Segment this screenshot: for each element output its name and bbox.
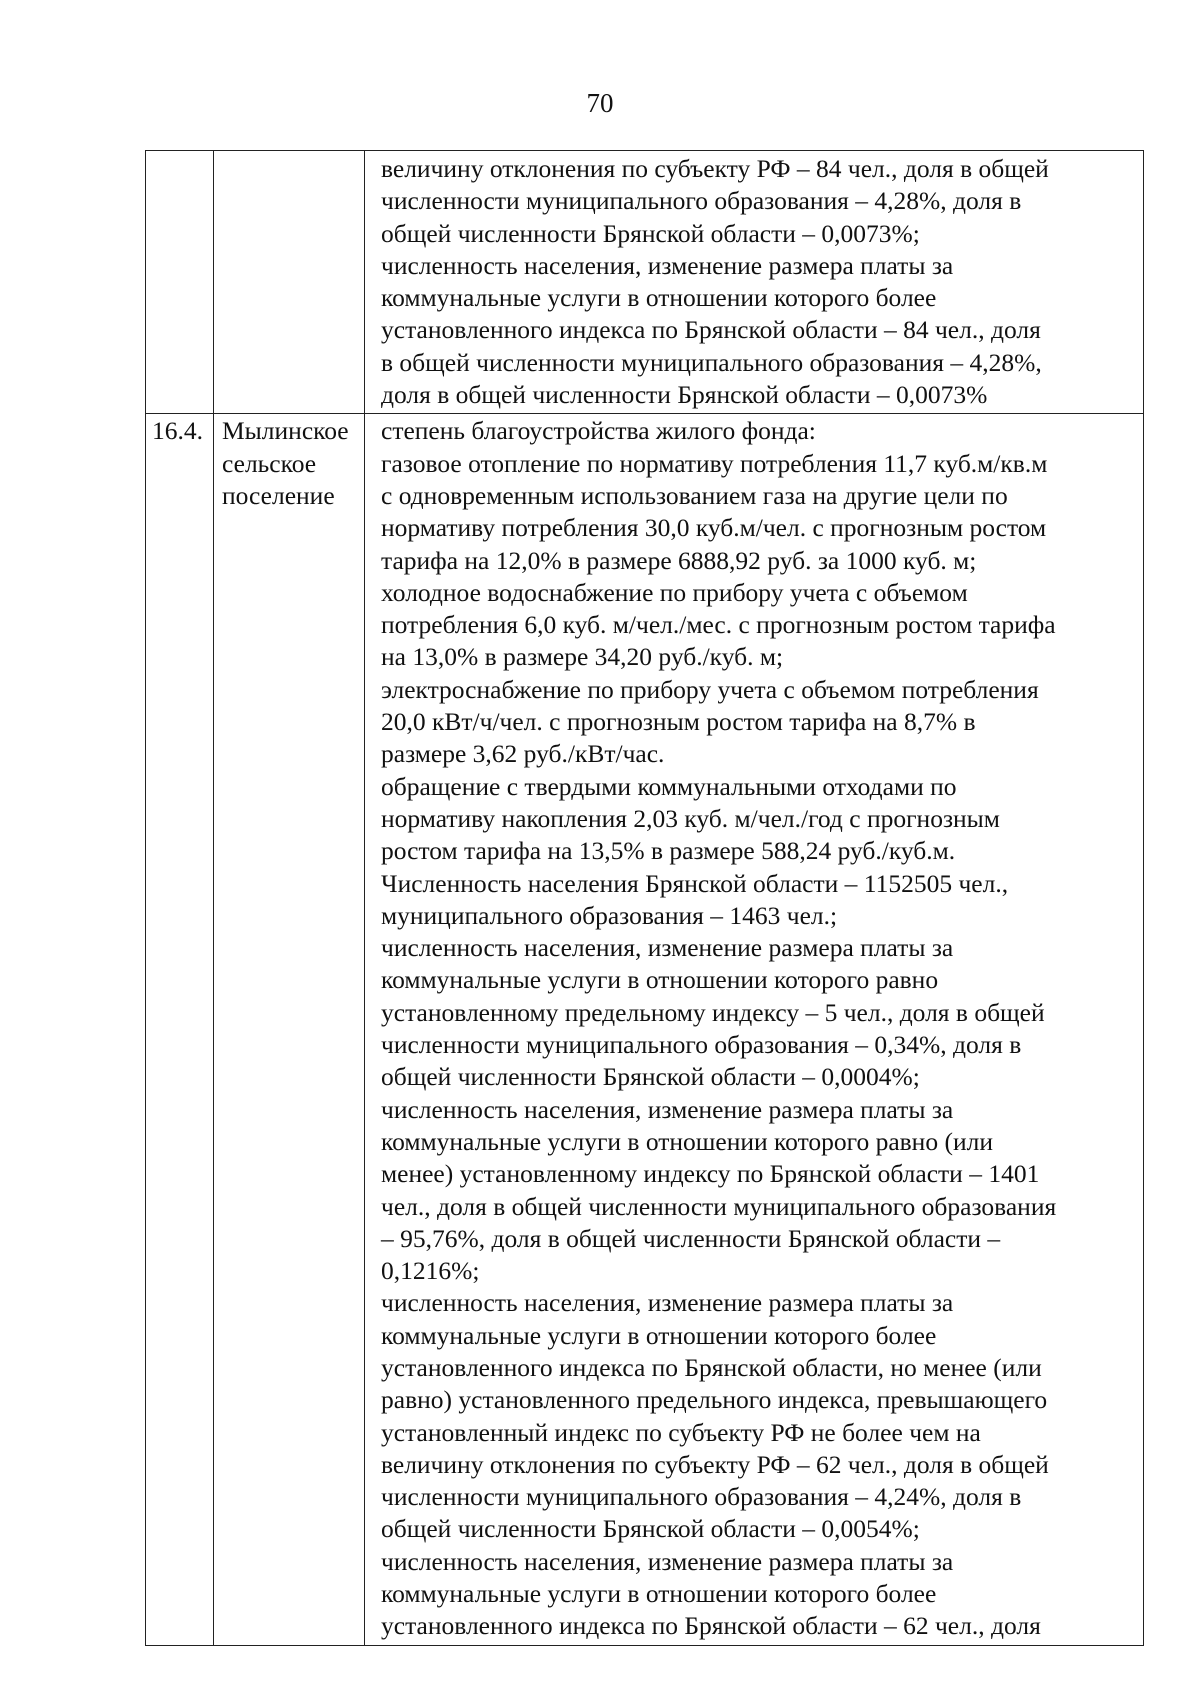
document-table [145, 150, 1144, 1646]
table-row [146, 151, 1144, 414]
description-line: – 95,76%, доля в общей численности Брянской области – [381, 1223, 1001, 1253]
description-line: численности муниципального образования – 4,24%, доля в [381, 1482, 1022, 1512]
description-line: величину отклонения по субъекту РФ – 84 чел., доля в общей [381, 154, 1049, 183]
description-line: коммунальные услуги в отношении которого более [381, 283, 937, 313]
description-line: коммунальные услуги в отношении которого более [381, 1579, 937, 1609]
municipality-name-line: поселение [222, 480, 335, 510]
description-line: 0,1216%; [381, 1256, 480, 1286]
description-line: численности муниципального образования – 4,28%, доля в [381, 186, 1022, 216]
description-line: на 13,0% в размере 34,20 руб./куб. м; [381, 642, 784, 672]
description-line: численность населения, изменение размера платы за [381, 250, 954, 280]
page-number: 70 [586, 88, 614, 118]
description-line: установленного индекса по Брянской области – 84 чел., доля [381, 315, 1041, 345]
description-line: потребления 6,0 куб. м/чел./мес. с прогнозным ростом тарифа [381, 610, 1056, 640]
description-line: муниципального образования – 1463 чел.; [381, 900, 838, 930]
description-line: нормативу накопления 2,03 куб. м/чел./год с прогнозным [381, 803, 1000, 833]
description-line: с одновременным использованием газа на другие цели по [381, 480, 1008, 510]
description-line: коммунальные услуги в отношении которого более [381, 1320, 937, 1350]
description-line: менее) установленному индексу по Брянской области – 1401 [381, 1159, 1040, 1189]
municipality-name-cell [214, 151, 365, 414]
description-line: установленный индекс по субъекту РФ не более чем на [381, 1417, 981, 1447]
description-line: холодное водоснабжение по прибору учета с объемом [381, 577, 968, 607]
municipality-name-line: сельское [222, 448, 317, 478]
description-line: ростом тарифа на 13,5% в размере 588,24 руб./куб.м. [381, 836, 956, 866]
description-cell [365, 414, 1144, 1645]
municipality-name-line: Мылинское [222, 416, 349, 446]
description-line: газовое отопление по нормативу потребления 11,7 куб.м/кв.м [381, 448, 1048, 478]
description-line: нормативу потребления 30,0 куб.м/чел. с прогнозным ростом [381, 513, 1047, 543]
description-line: обращение с твердыми коммунальными отходами по [381, 771, 957, 801]
description-line: общей численности Брянской области – 0,0004%; [381, 1062, 920, 1092]
description-line: в общей численности муниципального образования – 4,28%, [381, 347, 1042, 377]
description-line: численность населения, изменение размера платы за [381, 933, 954, 963]
description-line: коммунальные услуги в отношении которого равно [381, 965, 939, 995]
description-line: численность населения, изменение размера платы за [381, 1546, 954, 1576]
description-line: чел., доля в общей численности муниципального образования [381, 1191, 1057, 1221]
description-line: 20,0 кВт/ч/чел. с прогнозным ростом тарифа на 8,7% в [381, 707, 976, 737]
row-number-cell [146, 151, 214, 414]
description-line: Численность населения Брянской области – 1152505 чел., [381, 868, 1009, 898]
table-row [146, 414, 1144, 1645]
description-line: степень благоустройства жилого фонда: [381, 416, 816, 446]
description-cell [365, 151, 1144, 414]
description-line: коммунальные услуги в отношении которого равно (или [381, 1126, 993, 1156]
description-line: электроснабжение по прибору учета с объемом потребления [381, 674, 1039, 704]
description-line: установленному предельному индексу – 5 чел., доля в общей [381, 997, 1045, 1027]
description-line: общей численности Брянской области – 0,0073%; [381, 218, 920, 248]
table-body [146, 151, 1144, 1646]
description-line: численности муниципального образования – 0,34%, доля в [381, 1030, 1022, 1060]
description-line: размере 3,62 руб./кВт/час. [381, 739, 665, 769]
description-line: установленного индекса по Брянской области, но менее (или [381, 1352, 1042, 1382]
description-line: доля в общей численности Брянской области – 0,0073% [381, 380, 988, 410]
description-line: величину отклонения по субъекту РФ – 62 чел., доля в общей [381, 1449, 1049, 1479]
municipality-name-cell [214, 414, 365, 1645]
description-line: численность населения, изменение размера платы за [381, 1288, 954, 1318]
description-line: установленного индекса по Брянской области – 62 чел., доля [381, 1611, 1041, 1641]
description-line: тарифа на 12,0% в размере 6888,92 руб. за 1000 куб. м; [381, 545, 977, 575]
description-line: равно) установленного предельного индекса, превышающего [381, 1385, 1048, 1415]
description-line: общей численности Брянской области – 0,0054%; [381, 1514, 920, 1544]
description-line: численность населения, изменение размера платы за [381, 1094, 954, 1124]
row-number-cell: 16.4. [146, 414, 214, 1645]
